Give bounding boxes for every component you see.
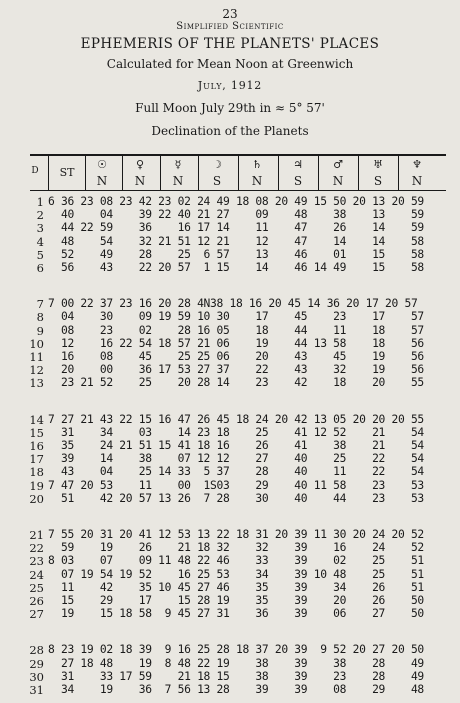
day-number: 24: [29, 567, 44, 582]
day-number: 7: [36, 297, 44, 312]
full-moon-note: Full Moon July 29th in ≈ 5° 57': [135, 101, 325, 115]
page-number: 23: [222, 7, 238, 21]
table-row: 35 24 21 51 15 41 18 16 26 41 38 21 54: [48, 439, 424, 452]
table-row: 34 19 36 7 56 13 28 39 39 08 29 48: [48, 683, 424, 696]
column-symbol: ♂: [333, 158, 343, 171]
column-direction: N: [332, 174, 344, 188]
table-row: 39 14 38 07 12 12 27 40 25 22 54: [48, 452, 424, 466]
table-row: 44 22 59 36 16 17 14 11 47 26 14 59: [48, 221, 424, 235]
table-row: 27 18 48 19 8 48 22 19 38 39 38 28 49: [48, 656, 424, 670]
day-number: 27: [29, 607, 44, 622]
table-row: 15 29 17 15 28 19 35 39 20 26 50: [48, 594, 424, 607]
table-row: 52 49 28 25 6 57 13 46 01 15 58: [48, 247, 424, 261]
column-direction: N: [251, 174, 263, 188]
day-number: 3: [36, 221, 44, 236]
day-number: 29: [29, 656, 44, 671]
day-number: 20: [29, 491, 44, 506]
table-row: 59 19 26 21 18 32 32 39 16 24 52: [48, 541, 424, 555]
table-row: 56 43 22 20 57 1 15 14 46 14 49 15 58: [48, 261, 424, 274]
day-number: 23: [29, 554, 44, 569]
table-row: 31 33 17 59 21 18 15 38 39 23 28 49: [48, 669, 424, 683]
column-symbol: D: [31, 166, 39, 176]
day-number: 4: [36, 234, 44, 249]
column-symbol: ♀: [135, 158, 145, 171]
calculation-note: Calculated for Mean Noon at Greenwich: [106, 57, 354, 71]
table-row: 7 00 22 37 23 16 20 28 4N38 18 16 20 45 14 36 20 17 20 57: [48, 297, 418, 311]
day-number: 16: [29, 439, 44, 453]
table-header-rule: [30, 190, 446, 191]
table-row: 8 23 19 02 18 39 9 16 25 28 18 37 20 39 9 52 20 27 20 50: [48, 643, 424, 657]
day-number: 5: [36, 247, 44, 262]
day-number: 15: [29, 425, 44, 440]
column-symbol: ☽: [212, 158, 222, 171]
day-number: 10: [29, 336, 44, 351]
book-subtitle: Simplified Scientific: [176, 21, 284, 32]
column-direction: N: [134, 174, 146, 188]
column-direction: N: [96, 174, 108, 188]
month-heading: July, 1912: [197, 79, 263, 92]
day-number: 14: [29, 412, 44, 427]
table-row: 16 08 45 25 25 06 20 43 45 19 56: [48, 350, 424, 363]
table-row: 19 15 18 58 9 45 27 31 36 39 06 27 50: [48, 607, 424, 621]
table-row: 04 30 09 19 59 10 30 17 45 23 17 57: [48, 310, 424, 324]
day-number: 6: [36, 261, 44, 275]
column-symbol: ♆: [412, 158, 422, 171]
section-title: Declination of the Planets: [151, 124, 309, 138]
table-row: 12 16 22 54 18 57 21 06 19 44 13 58 18 56: [48, 336, 424, 350]
column-symbol: ♄: [252, 158, 262, 171]
day-number: 1: [36, 195, 44, 209]
column-symbol: ST: [59, 166, 75, 179]
column-direction: N: [172, 174, 184, 188]
day-number: 18: [29, 465, 44, 480]
day-number: 11: [29, 350, 44, 364]
table-row: 7 47 20 53 11 00 1S03 29 40 11 58 23 53: [48, 478, 424, 492]
table-row: 31 34 03 14 23 18 25 41 12 52 21 54: [48, 425, 424, 439]
column-symbol: ♅: [373, 158, 383, 171]
table-row: 8 03 07 09 11 48 22 46 33 39 02 25 51: [48, 554, 424, 568]
column-direction: S: [212, 174, 222, 188]
table-row: 48 54 32 21 51 12 21 12 47 14 14 58: [48, 234, 424, 248]
day-number: 12: [29, 363, 44, 378]
column-symbol: ♃: [293, 158, 303, 171]
day-number: 30: [29, 669, 44, 684]
table-row: 23 21 52 25 20 28 14 23 42 18 20 55: [48, 376, 424, 390]
day-number: 9: [36, 323, 44, 338]
day-number: 8: [36, 310, 44, 325]
day-number: 31: [29, 683, 44, 697]
table-row: 40 04 39 22 40 21 27 09 48 38 13 59: [48, 208, 424, 222]
column-symbol: ☿: [174, 158, 182, 171]
day-number: 19: [29, 478, 44, 493]
table-row: 08 23 02 28 16 05 18 44 11 18 57: [48, 323, 424, 337]
day-number: 22: [29, 541, 44, 556]
day-number: 21: [29, 528, 44, 542]
day-number: 13: [29, 376, 44, 391]
table-row: 20 00 36 17 53 27 37 22 43 32 19 56: [48, 363, 424, 377]
table-row: 43 04 25 14 33 5 37 28 40 11 22 54: [48, 465, 424, 479]
page-title: EPHEMERIS OF THE PLANETS' PLACES: [80, 36, 380, 52]
table-row: 51 42 20 57 13 26 7 28 30 40 44 23 53: [48, 491, 424, 505]
day-number: 28: [29, 643, 44, 658]
column-direction: S: [373, 174, 383, 188]
day-number: 25: [29, 580, 44, 595]
table-row: 6 36 23 08 23 42 23 02 24 49 18 08 20 49 15 50 20 13 20 59: [48, 195, 424, 208]
day-number: 26: [29, 594, 44, 608]
day-number: 2: [36, 208, 44, 223]
table-row: 7 27 21 43 22 15 16 47 26 45 18 24 20 42 13 05 20 20 20 55: [48, 412, 424, 426]
column-symbol: ☉: [97, 158, 107, 171]
day-number: 17: [29, 452, 44, 467]
table-row: 11 42 35 10 45 27 46 35 39 34 26 51: [48, 580, 424, 594]
table-row: 7 55 20 31 20 41 12 53 13 22 18 31 20 39 11 30 20 24 20 52: [48, 528, 424, 541]
table-row: 07 19 54 19 52 16 25 53 34 39 10 48 25 51: [48, 567, 424, 581]
column-direction: S: [293, 174, 303, 188]
column-direction: N: [411, 174, 423, 188]
